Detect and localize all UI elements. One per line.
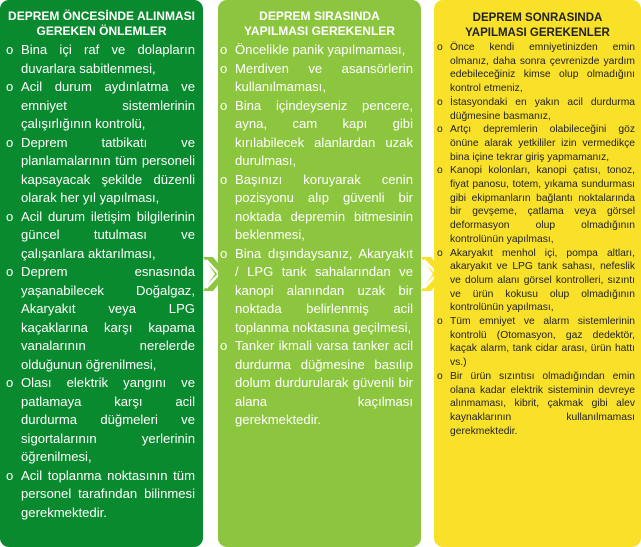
bullet-icon: o [220, 97, 228, 113]
list-item [6, 134, 195, 208]
list-item-text: Akaryakıt menhol içi, pompa altları, akaryakıt ve LPG tank sahası, nefeslik ve dolum alanı görsel kontrolleri, sızıntı ve ürün kokusu olup olmadığının kontrolünün yapılması, [450, 247, 635, 314]
list-item [437, 315, 635, 370]
list-item-text: Deprem esnasında yaşanabilecek Doğalgaz, Akaryakıt veya LPG kaçaklarına karşı kapama vanalarının nerelerde olduğunun öğrenilmesi, [21, 264, 195, 372]
after-earthquake-panel [434, 0, 641, 547]
list-item [437, 247, 635, 316]
list-item [437, 123, 635, 164]
list-item-text: Acil toplanma noktasının tüm personel tarafından bilinmesi gerekmektedir. [21, 467, 195, 520]
bullet-icon: o [6, 467, 14, 483]
list-item [437, 370, 635, 439]
list-item-text: Başınızı koruyarak cenin pozisyonu alıp güvenli bir noktada depremin bitmesinin beklenmesi, [235, 171, 413, 242]
list-item [220, 60, 413, 97]
title-line: GEREKEN ÖNLEMLER [36, 24, 167, 38]
list-item [220, 337, 413, 430]
bullet-icon: o [437, 124, 443, 136]
bullet-icon: o [220, 42, 228, 57]
list-item-text: Bina içindeyseniz pencere, ayna, cam kapı gibi kırılabilecek alanlardan uzak durulması, [235, 97, 413, 168]
list-item-text: Olası elektrik yangını ve patlamaya karşı acil durdurma düğmeleri ve sigortalarının yerlerinin öğrenilmesi, [21, 375, 195, 464]
list-item [220, 245, 413, 338]
list-item [437, 164, 635, 246]
list-item-text: Artçı depremlerin olabileceğini göz önüne alarak yetkililer izin vermedikçe bina içine tekrar giriş yapmamanız, [450, 124, 635, 163]
after-earthquake-list [437, 41, 635, 438]
list-item [6, 78, 195, 134]
bullet-icon: o [437, 370, 443, 382]
list-item-text: İstasyondaki en yakın acil durdurma düğmesine basmanız, [450, 96, 635, 122]
list-item-text: Tüm emniyet ve alarm sistemlerinin kontrolü (Otomasyon, gaz dedektör, kaçak alarm, tank cidar arası, ürün hattı vs.) [450, 316, 635, 369]
bullet-icon: o [437, 316, 443, 328]
during-earthquake-title [222, 9, 417, 39]
before-earthquake-list [6, 41, 195, 522]
list-item [6, 41, 195, 78]
list-item [437, 96, 635, 123]
during-earthquake-list [220, 41, 413, 430]
bullet-icon: o [220, 338, 228, 353]
bullet-icon: o [6, 79, 14, 94]
title-line: DEPREM ÖNCESİNDE ALINMASI [8, 9, 195, 23]
list-item [220, 171, 413, 245]
bullet-icon: o [6, 264, 14, 279]
bullet-icon: o [6, 208, 14, 224]
list-item-text: Bina dışındaysanız, Akaryakıt / LPG tank sahalarından ve kanopi alanından uzak bir noktada belirlenmiş acil toplanma noktasına geçilmesi, [235, 245, 413, 335]
after-earthquake-title [438, 11, 637, 41]
list-item-text: Acil durum aydınlatma ve emniyet sistemlerinin çalışırlığının kontrolü, [21, 79, 195, 131]
before-earthquake-title [4, 9, 199, 39]
list-item [6, 263, 195, 374]
bullet-icon: o [6, 134, 14, 150]
bullet-icon: o [220, 60, 228, 76]
bullet-icon: o [437, 247, 443, 259]
list-item-text: Öncelikle panik yapılmaması, [235, 42, 406, 57]
list-item [6, 374, 195, 467]
bullet-icon: o [6, 375, 14, 390]
list-item-text: Deprem tatbikatı ve planlamalarının tüm personeli kapsayacak şekilde düzenli olarak her yıl yapılması, [21, 134, 195, 205]
list-item-text: Merdiven ve asansörlerin kullanılmaması, [235, 60, 413, 94]
bullet-icon: o [220, 245, 228, 261]
list-item-text: Kanopi kolonları, kanopi çatısı, tonoz, fiyat panosu, totem, yıkama sundurması gibi ekipmanların bağlantı noktalarında bir gevşeme, çatlama veya görsel deformasyon olup olmadığının kontrolünün yapılması, [450, 165, 635, 245]
bullet-icon: o [437, 96, 443, 108]
list-item [6, 467, 195, 523]
bullet-icon: o [437, 165, 443, 177]
title-line: DEPREM SIRASINDA [259, 9, 380, 23]
list-item [437, 41, 635, 96]
list-item-text: Bina içi raf ve dolapların duvarlara sabitlenmesi, [21, 42, 195, 76]
during-earthquake-panel [218, 0, 421, 547]
title-line: DEPREM SONRASINDA [472, 12, 603, 24]
list-item-text: Acil durum iletişim bilgilerinin güncel tutulması ve çalışanlara aktarılması, [21, 208, 195, 261]
title-line: YAPILMASI GEREKENLER [465, 27, 610, 39]
list-item [220, 97, 413, 171]
before-earthquake-panel [0, 0, 203, 547]
list-item [6, 208, 195, 264]
title-line: YAPILMASI GEREKENLER [244, 24, 395, 38]
bullet-icon: o [437, 42, 443, 53]
list-item-text: Önce kendi emniyetinizden emin olmanız, daha sonra çevrenizde yardım edebileceğiniz kimse olup olmadığını kontrol etmeniz, [450, 42, 635, 95]
list-item-text: Bir ürün sızıntısı olmadığından emin olana kadar elektrik sisteminin devreye alınmaması, kibrit, çakmak gibi alev kaynaklarının kullanılmaması gerekmektedir. [450, 370, 635, 437]
bullet-icon: o [220, 171, 228, 187]
list-item-text: Tanker ikmali varsa tanker acil durdurma düğmesine basılıp dolum durdurularak güvenli bir alana kaçılması gerekmektedir. [235, 338, 413, 427]
list-item [220, 41, 413, 60]
bullet-icon: o [6, 42, 14, 57]
